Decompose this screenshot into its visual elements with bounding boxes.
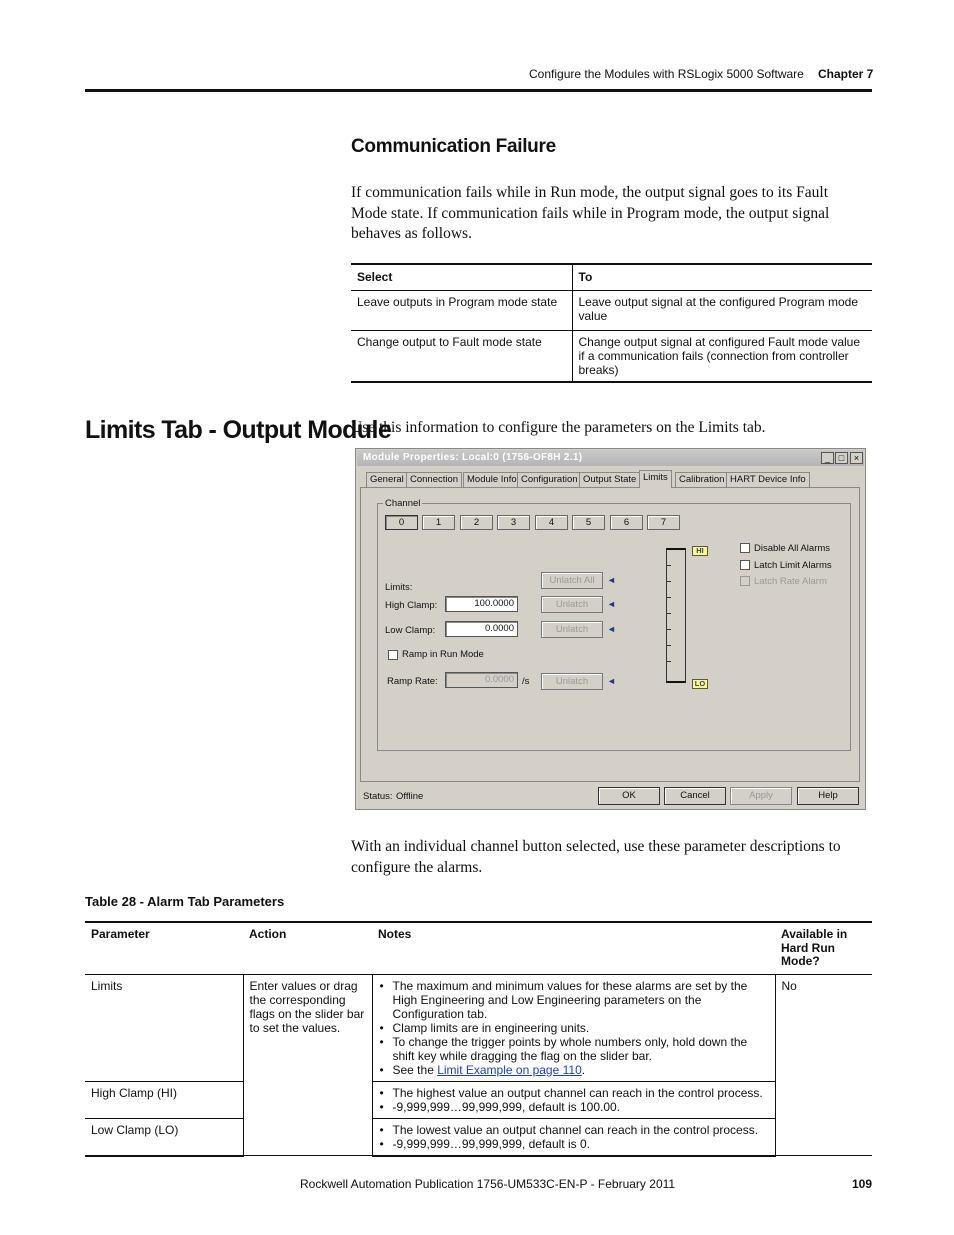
channel-button-0[interactable]: 0 bbox=[385, 515, 418, 530]
list-item: • Clamp limits are in engineering units. bbox=[379, 1021, 769, 1035]
list-item: • The highest value an output channel can reach in the control process. bbox=[379, 1086, 769, 1100]
channel-button-7[interactable]: 7 bbox=[647, 515, 680, 530]
table-cell-parameter: High Clamp (HI) bbox=[85, 1081, 243, 1118]
status-value: Offline bbox=[396, 791, 424, 802]
list-item: • The lowest value an output channel can reach in the control process. bbox=[379, 1123, 769, 1137]
table-cell: Change output to Fault mode state bbox=[351, 330, 572, 382]
channel-button-3[interactable]: 3 bbox=[497, 515, 530, 530]
limits-intro-paragraph: Use this information to configure the parameters on the Limits tab. bbox=[351, 419, 766, 436]
table-cell-notes bbox=[372, 974, 775, 1081]
column-header-to: To bbox=[572, 264, 872, 290]
tab-calibration[interactable]: Calibration bbox=[675, 472, 728, 487]
hi-flag[interactable]: HI bbox=[692, 546, 708, 556]
tab-configuration[interactable]: Configuration bbox=[517, 472, 582, 487]
table-cell-available: No bbox=[775, 974, 872, 1156]
low-clamp-label: Low Clamp: bbox=[385, 625, 436, 636]
list-item: • -9,999,999…99,999,999, default is 100.00. bbox=[379, 1100, 769, 1114]
table-cell-action: Enter values or drag the corresponding flags on the slider bar to set the values. bbox=[243, 974, 372, 1156]
table-row bbox=[85, 1081, 872, 1118]
table-caption: Table 28 - Alarm Tab Parameters bbox=[85, 894, 285, 909]
table-header-row bbox=[85, 922, 872, 974]
column-header-select: Select bbox=[351, 264, 572, 290]
select-to-table bbox=[351, 263, 872, 383]
list-item: • To change the trigger points by whole numbers only, hold down the shift key while dragging the flag on the slider bar. bbox=[379, 1035, 769, 1063]
tab-hart-device-info[interactable]: HART Device Info bbox=[726, 472, 810, 487]
channel-button-5[interactable]: 5 bbox=[572, 515, 605, 530]
tab-limits[interactable]: Limits bbox=[639, 470, 672, 488]
lo-flag[interactable]: LO bbox=[692, 679, 708, 689]
column-header-action: Action bbox=[243, 922, 372, 974]
list-item: • -9,999,999…99,999,999, default is 0. bbox=[379, 1137, 769, 1151]
limits-label: Limits: bbox=[385, 582, 413, 593]
channel-button-2[interactable]: 2 bbox=[460, 515, 493, 530]
unlatch-low-button[interactable]: Unlatch bbox=[541, 621, 603, 638]
clamp-slider-bar[interactable] bbox=[666, 548, 686, 683]
table-cell-notes bbox=[372, 1118, 775, 1156]
tab-output-state[interactable]: Output State bbox=[579, 472, 640, 487]
table-row bbox=[85, 974, 872, 1081]
table-cell-notes bbox=[372, 1081, 775, 1118]
low-clamp-input[interactable]: 0.0000 bbox=[445, 621, 518, 637]
ramp-in-run-checkbox[interactable] bbox=[388, 650, 398, 660]
high-clamp-label: High Clamp: bbox=[385, 600, 438, 611]
help-button[interactable]: Help bbox=[797, 787, 859, 805]
communication-failure-paragraph: If communication fails while in Run mode, the output signal goes to its Fault Mode state. If communication fails while in Program mode, the output signal behaves as follows. bbox=[351, 184, 830, 242]
see-suffix: . bbox=[581, 1062, 586, 1077]
unlatch-high-button[interactable]: Unlatch bbox=[541, 596, 603, 613]
see-prefix: See the bbox=[392, 1062, 438, 1077]
channel-button-4[interactable]: 4 bbox=[535, 515, 568, 530]
unlatch-all-button[interactable]: Unlatch All bbox=[541, 572, 603, 589]
table-row bbox=[85, 1118, 872, 1156]
left-arrow-icon: ◄ bbox=[607, 624, 616, 634]
tab-module-info[interactable]: Module Info bbox=[463, 472, 521, 487]
table-header-row bbox=[351, 264, 872, 290]
table-row bbox=[351, 330, 872, 382]
latch-limit-alarms-label: Latch Limit Alarms bbox=[754, 560, 832, 571]
dialog-title: Module Properties: Local:0 (1756-OF8H 2.1) bbox=[363, 452, 583, 463]
running-header-title: Configure the Modules with RSLogix 5000 Software bbox=[529, 67, 804, 81]
disable-all-alarms-checkbox[interactable] bbox=[740, 543, 750, 553]
column-header-parameter: Parameter bbox=[85, 922, 243, 974]
table-cell: Leave outputs in Program mode state bbox=[351, 290, 572, 330]
limits-tab-panel bbox=[360, 487, 860, 782]
page-number: 109 bbox=[852, 1177, 873, 1191]
header-rule bbox=[85, 89, 872, 92]
status-label: Status: bbox=[363, 791, 393, 802]
ramp-rate-input[interactable]: 0.0000 bbox=[445, 672, 518, 688]
ramp-rate-label: Ramp Rate: bbox=[387, 676, 438, 687]
left-arrow-icon: ◄ bbox=[607, 599, 616, 609]
footer-publication: Rockwell Automation Publication 1756-UM533C-EN-P - February 2011 bbox=[300, 1177, 676, 1191]
alarm-intro-paragraph: With an individual channel button selected, use these parameter descriptions to configure the alarms. bbox=[351, 838, 841, 876]
left-arrow-icon: ◄ bbox=[607, 676, 616, 686]
column-header-notes: Notes bbox=[372, 922, 775, 974]
ramp-rate-unit: /s bbox=[522, 676, 530, 687]
limit-example-link[interactable]: Limit Example on page 110 bbox=[437, 1062, 582, 1077]
channel-button-6[interactable]: 6 bbox=[610, 515, 643, 530]
module-properties-dialog bbox=[355, 448, 866, 810]
list-item: • The maximum and minimum values for these alarms are set by the High Engineering and Low Engineering parameters on the Configuration tab. bbox=[379, 979, 769, 1021]
close-icon[interactable]: × bbox=[850, 452, 863, 464]
ramp-in-run-label: Ramp in Run Mode bbox=[402, 649, 484, 660]
ok-button[interactable]: OK bbox=[598, 787, 660, 805]
latch-rate-alarm-checkbox[interactable] bbox=[740, 576, 750, 586]
section-heading-limits-tab: Limits Tab - Output Module bbox=[85, 416, 392, 444]
tab-general[interactable]: General bbox=[366, 472, 408, 487]
alarm-tab-parameters-table bbox=[85, 921, 872, 1157]
latch-rate-alarm-label: Latch Rate Alarm bbox=[754, 576, 827, 587]
cancel-button[interactable]: Cancel bbox=[664, 787, 726, 805]
minimize-icon[interactable]: _ bbox=[821, 452, 834, 464]
dialog-footer bbox=[356, 784, 865, 810]
tab-connection[interactable]: Connection bbox=[406, 472, 462, 487]
channel-group-label: Channel bbox=[385, 498, 421, 509]
dialog-title-bar bbox=[357, 450, 864, 466]
running-header-chapter: Chapter 7 bbox=[818, 67, 874, 81]
table-cell: Leave output signal at the configured Program mode value bbox=[572, 290, 872, 330]
latch-limit-alarms-checkbox[interactable] bbox=[740, 560, 750, 570]
column-header-available: Available in Hard Run Mode? bbox=[775, 922, 872, 974]
list-item bbox=[379, 1063, 769, 1077]
table-cell-parameter: Low Clamp (LO) bbox=[85, 1118, 243, 1156]
disable-all-alarms-label: Disable All Alarms bbox=[754, 543, 831, 554]
unlatch-ramp-button[interactable]: Unlatch bbox=[541, 673, 603, 690]
table-row bbox=[351, 290, 872, 330]
table-cell: Change output signal at configured Fault mode value if a communication fails (connection from controller breaks) bbox=[572, 330, 872, 382]
channel-button-1[interactable]: 1 bbox=[422, 515, 455, 530]
left-arrow-icon: ◄ bbox=[607, 575, 616, 585]
apply-button[interactable]: Apply bbox=[730, 787, 792, 805]
section-heading-communication-failure: Communication Failure bbox=[351, 136, 556, 157]
high-clamp-input[interactable]: 100.0000 bbox=[445, 596, 518, 612]
maximize-icon[interactable]: □ bbox=[835, 452, 848, 464]
table-cell-parameter: Limits bbox=[85, 974, 243, 1081]
